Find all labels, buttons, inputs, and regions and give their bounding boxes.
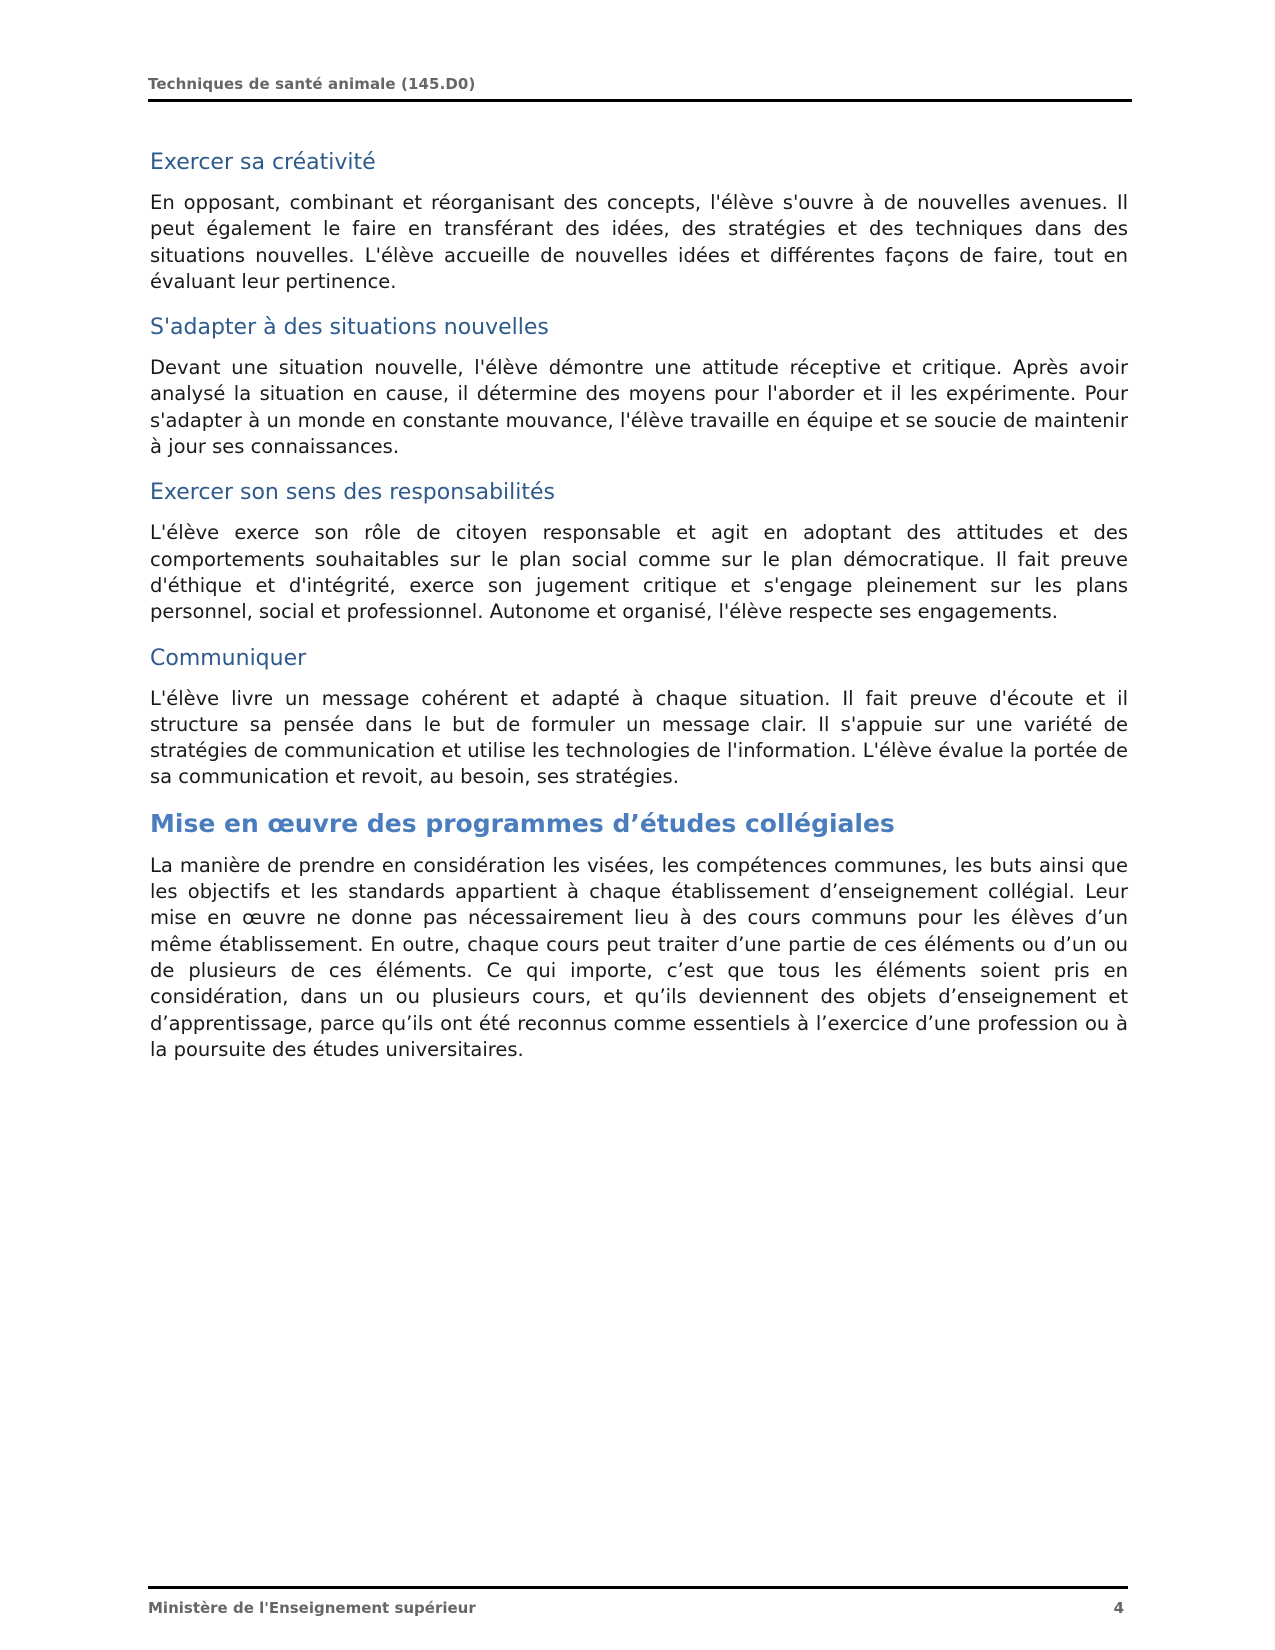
main-section-heading: Mise en œuvre des programmes d’études collégiales: [150, 808, 895, 838]
section-communication: [150, 644, 1128, 791]
section-implementation: [150, 809, 1128, 1063]
section-adaptation: [150, 313, 1128, 460]
section-paragraph: L'élève exerce son rôle de citoyen responsable et agit en adoptant des attitudes et des comportements souhaitables sur le plan social comme sur le plan démocratique. Il fait preuve d'éthique et d'intégrité, exerce son jugement critique et s'engage pleinement sur les plans personnel, social et professionnel. Autonome et organisé, l'élève respecte ses engagements.: [150, 521, 1128, 624]
section-creativity: [150, 148, 1128, 295]
section-paragraph: L'élève livre un message cohérent et adapté à chaque situation. Il fait preuve d'écoute et il structure sa pensée dans le but de formuler un message clair. Il s'appuie sur une variété de stratégies de communication et utilise les technologies de l'information. L'élève évalue la portée de sa communication et revoit, au besoin, ses stratégies.: [150, 686, 1128, 789]
section-responsibility: [150, 478, 1128, 625]
document-title: Techniques de santé animale (145.D0): [148, 75, 476, 93]
section-paragraph: Devant une situation nouvelle, l'élève démontre une attitude réceptive et critique. Après avoir analysé la situation en cause, il détermine des moyens pour l'aborder et il les expérimente. Pour s'adapter à un monde en constante mouvance, l'élève travaille en équipe et se soucie de maintenir à jour ses connaissances.: [150, 356, 1128, 459]
page-footer: [148, 1586, 1128, 1617]
footer-publisher: Ministère de l'Enseignement supérieur: [148, 1599, 476, 1617]
page-number: 4: [1113, 1599, 1124, 1617]
section-paragraph: En opposant, combinant et réorganisant des concepts, l'élève s'ouvre à de nouvelles avenues. Il peut également le faire en transférant des idées, des stratégies et des techniques dans des situations nouvelles. L'élève accueille de nouvelles idées et différentes façons de faire, tout en évaluant leur pertinence.: [150, 191, 1128, 293]
page-content: [150, 148, 1128, 1081]
section-heading: S'adapter à des situations nouvelles: [150, 315, 549, 341]
main-section-paragraph: La manière de prendre en considération les visées, les compétences communes, les buts ainsi que les objectifs et les standards appartient à chaque établissement d’enseignement collégial. Leur mise en œuvre ne donne pas nécessairement lieu à des cours communs pour les élèves d’un même établissement. En outre, chaque cours peut traiter d’une partie de ces éléments ou d’un ou de plusieurs de ces éléments. Ce qui importe, c’est que tous les éléments soient pris en considération, dans un ou plusieurs cours, et qu’ils deviennent des objets d’enseignement et d’apprentissage, parce qu’ils ont été reconnus comme essentiels à l’exercice d’une profession ou à la poursuite des études universitaires.: [150, 853, 1128, 1061]
section-heading: Exercer son sens des responsabilités: [150, 480, 556, 506]
section-heading: Exercer sa créativité: [150, 150, 376, 175]
section-heading: Communiquer: [150, 645, 307, 671]
page-header: [148, 75, 1132, 102]
